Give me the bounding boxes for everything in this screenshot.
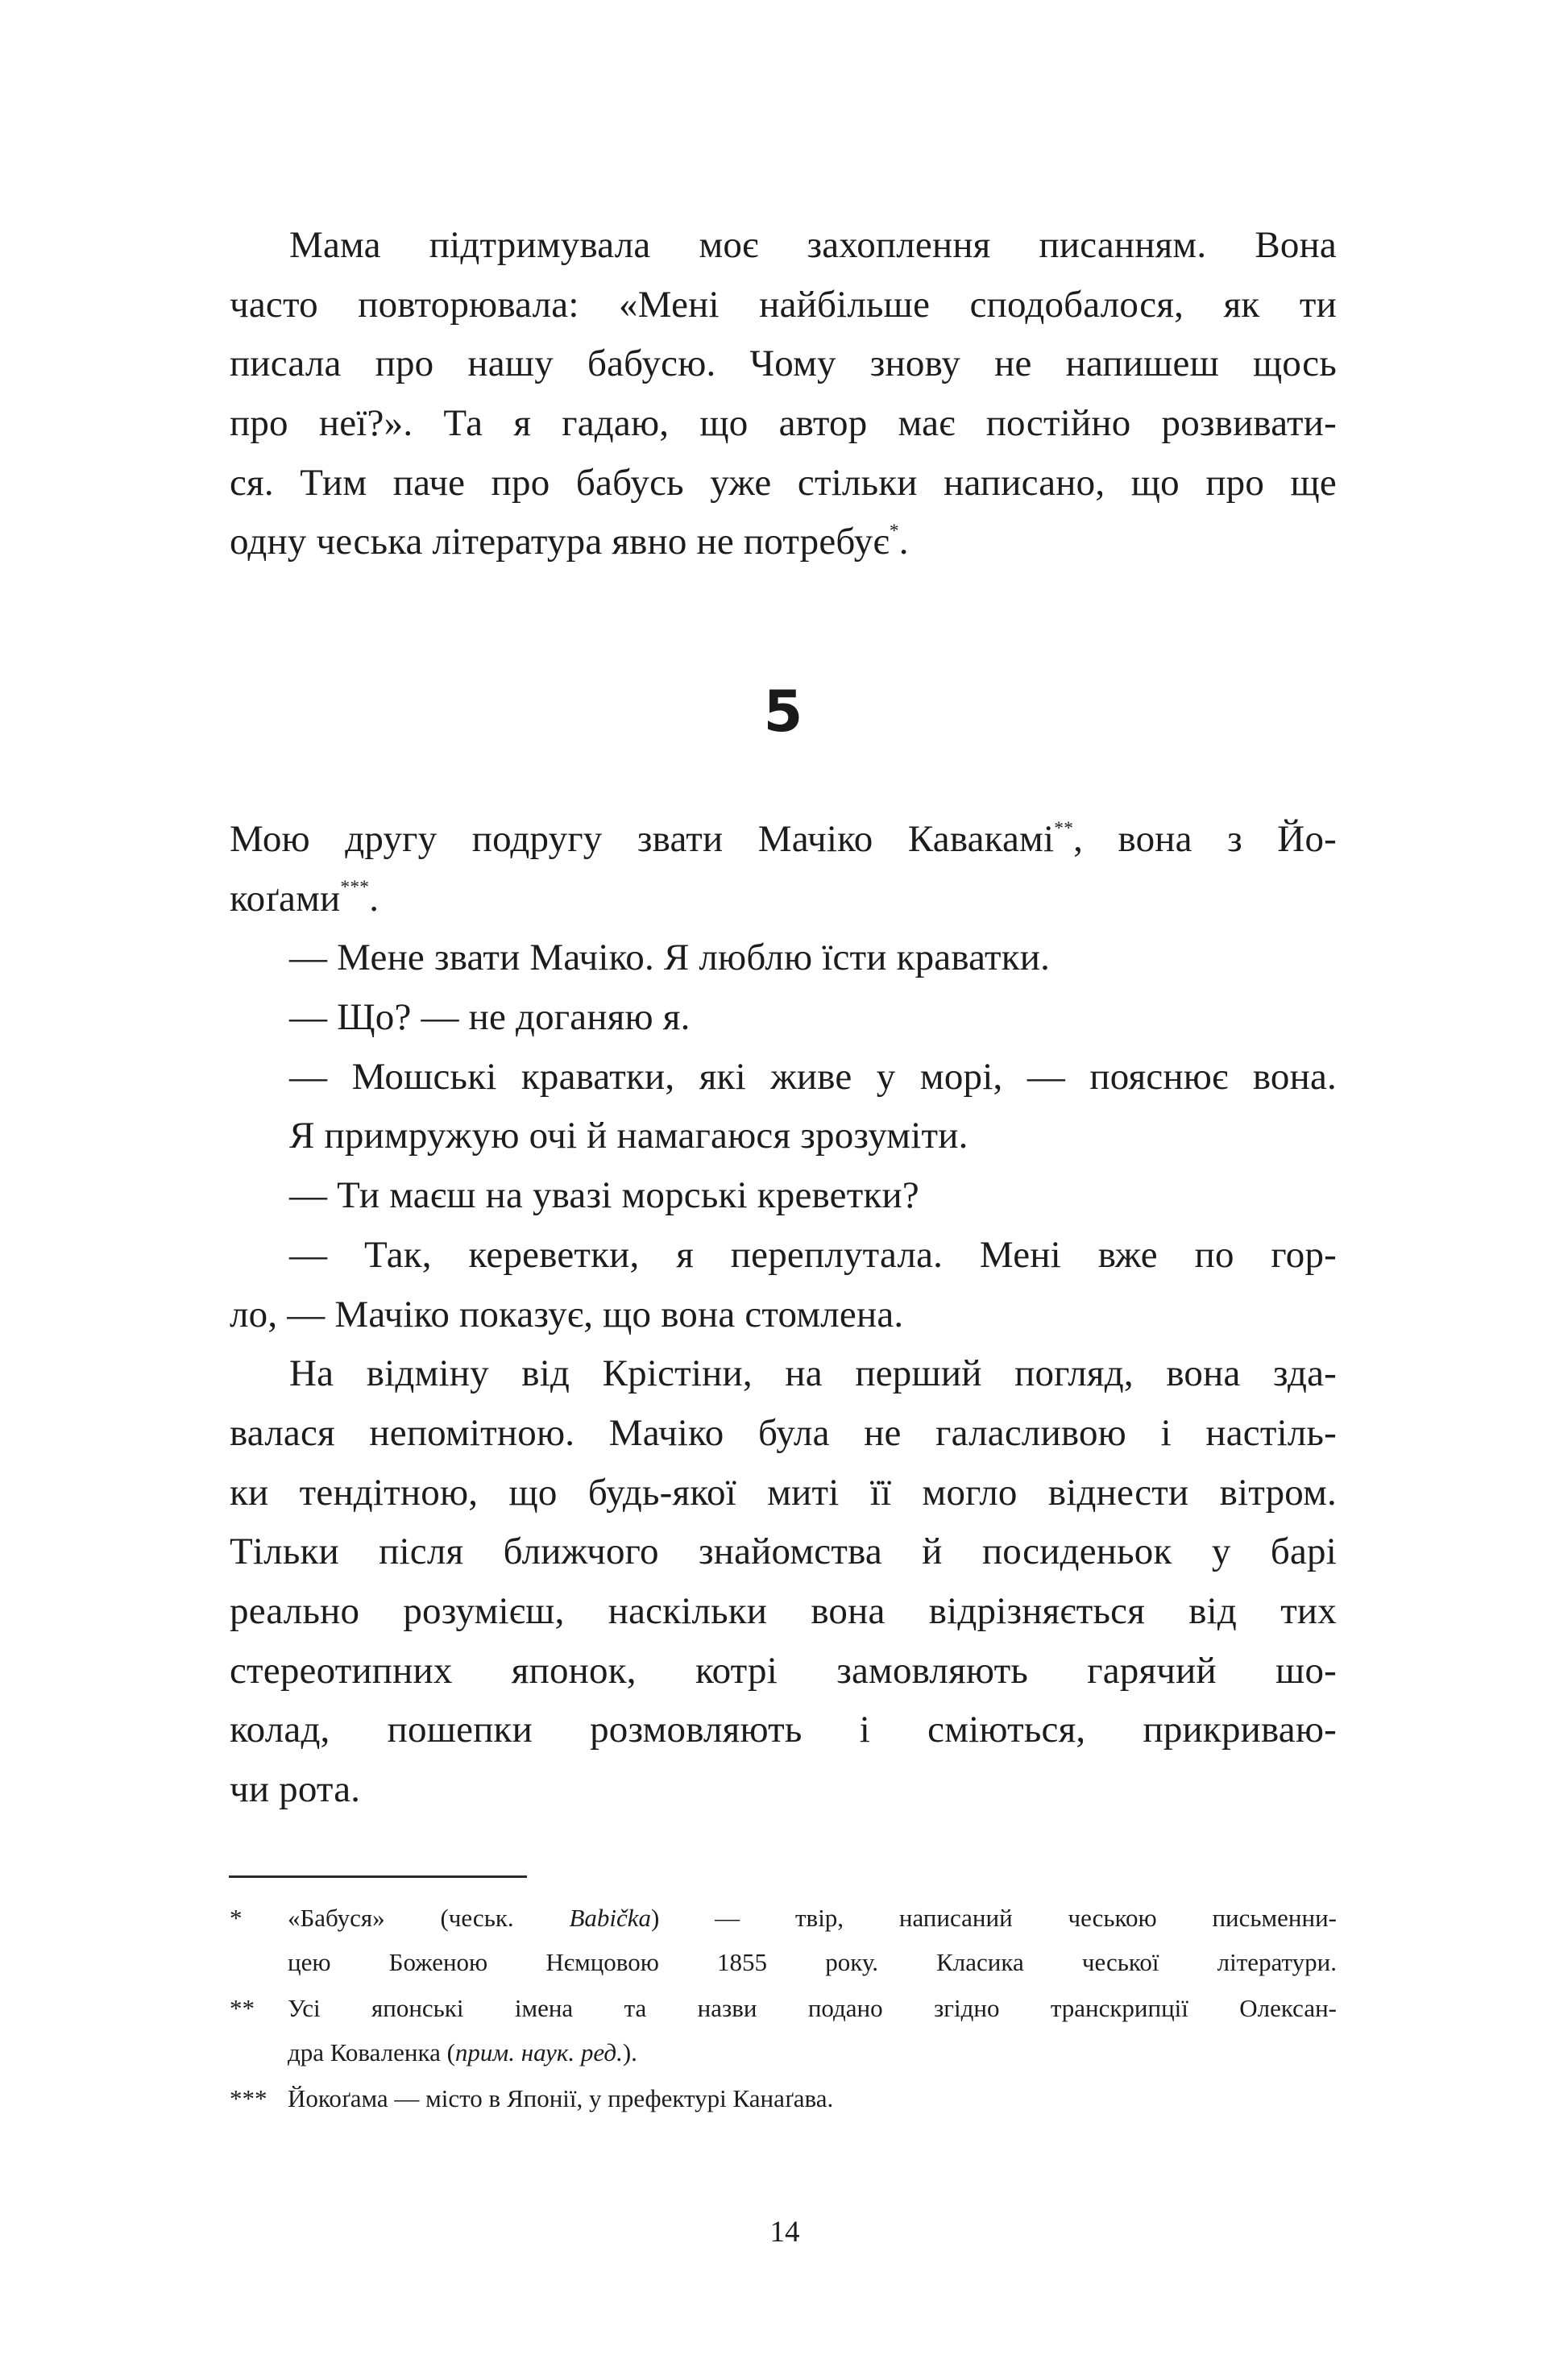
line-text: реально розумієш, наскільки вона відрізняється від тих [230,1589,1337,1632]
text-line [230,1226,1337,1286]
line-text-after: . [369,877,379,920]
line-text: — Що? — не доганяю я. [289,996,691,1039]
footnote-line [288,1896,1337,1940]
text-line [230,394,1337,454]
footnote-line [288,2076,1337,2120]
footnote [230,1896,1337,1984]
footnote-line [288,2030,1337,2075]
footnote-body [288,1896,1337,1984]
line-text: писала про нашу бабусю. Чому знову не напишеш щось [230,343,1337,385]
footnote-italic-text: Babička [569,1904,652,1932]
footnote-marker: ** [230,1994,255,2022]
text-line [230,1582,1337,1642]
footnote-line [288,1940,1337,1984]
footnote-separator [229,1875,527,1878]
line-text: ло, — Мачіко показує, що вона стомлена. [230,1293,904,1335]
text-line [230,1464,1337,1523]
text-line [230,1048,1337,1107]
page-number: 14 [769,2216,800,2249]
footnote [230,1986,1337,2075]
text-line [230,988,1337,1048]
footnote-italic-text: прим. наук. ред. [454,2038,623,2066]
footnote-body [288,2076,1337,2120]
text-line [230,1404,1337,1464]
paragraph-section-2 [230,810,1337,1820]
text-line [230,1107,1337,1166]
footnotes [230,1896,1337,2122]
footnote-text: ). [622,2038,637,2066]
text-line [230,513,1337,572]
line-text: Я примружую очі й намагаюся зрозуміти. [289,1115,968,1157]
text-line [230,276,1337,335]
text-line [230,1166,1337,1226]
footnote-text: Усі японські імена та назви подано згідно транскрипції Олексан- [288,1994,1337,2022]
footnote-text: Йокоґама — місто в Японії, у префектурі Канаґава. [288,2084,834,2112]
text-line [230,454,1337,513]
footnote-reference[interactable]: ** [1054,817,1074,839]
text-line [230,1522,1337,1582]
line-text: валася непомітною. Мачіко була не галасливою і настіль- [230,1411,1337,1454]
line-text: про неї?». Та я гадаю, що автор має постійно розвивати- [230,402,1337,445]
footnote-text: цею Боженою Нємцовою 1855 року. Класика чеської літератури. [288,1948,1337,1976]
line-text: ки тендітною, що будь-якої миті її могло віднести вітром. [230,1471,1337,1514]
line-text: коґами [230,877,341,920]
text-line [230,928,1337,988]
footnote-reference[interactable]: * [889,521,899,542]
line-text: часто повторювала: «Мені найбільше сподобалося, як ти [230,283,1337,326]
text-line [230,1642,1337,1701]
text-line [230,216,1337,276]
footnote-text: «Бабуся» (чеськ. [288,1904,570,1932]
text-line [230,1760,1337,1820]
line-text: колад, пошепки розмовляють і сміються, прикриваю- [230,1709,1337,1751]
text-line [230,1286,1337,1345]
text-line [230,334,1337,394]
line-text: Мою другу подругу звати Мачіко Кавакамі [230,818,1055,860]
line-text-after: , вона з Йо- [1073,818,1337,860]
line-text: — Так, кереветки, я переплутала. Мені вже по гор- [289,1233,1337,1276]
text-line [230,1701,1337,1760]
footnote-text: ) — твір, написаний чеською письменни- [651,1904,1337,1932]
footnote [230,2076,1337,2120]
footnote-body [288,1986,1337,2075]
line-text: одну чеська література явно не потребує [230,521,890,563]
line-text: Мама підтримувала моє захоплення писанням. Вона [289,224,1337,266]
line-text: — Мене звати Мачіко. Я люблю їсти краватки. [289,937,1051,979]
line-text: — Мошські краватки, які живе у морі, — пояснює вона. [289,1055,1337,1098]
line-text: чи рота. [230,1768,361,1810]
chapter-number: 5 [763,679,803,745]
line-text: Тільки після ближчого знайомства й посиденьок у барі [230,1531,1337,1573]
text-line [230,1344,1337,1404]
line-text: ся. Тим паче про бабусь уже стільки написано, що про ще [230,461,1337,504]
text-line [230,810,1337,870]
footnote-marker: * [230,1904,243,1932]
paragraph-section-1 [230,216,1337,572]
line-text-after: . [898,521,909,563]
footnote-marker: *** [230,2084,268,2112]
footnote-reference[interactable]: *** [340,877,370,899]
footnote-line [288,1986,1337,2030]
text-line [230,870,1337,929]
line-text: На відміну від Крістіни, на перший погляд, вона зда- [289,1352,1337,1395]
line-text: — Ти маєш на увазі морські креветки? [289,1174,919,1217]
line-text: стереотипних японок, котрі замовляють гарячий шо- [230,1649,1337,1692]
footnote-text: дра Коваленка ( [288,2038,455,2066]
